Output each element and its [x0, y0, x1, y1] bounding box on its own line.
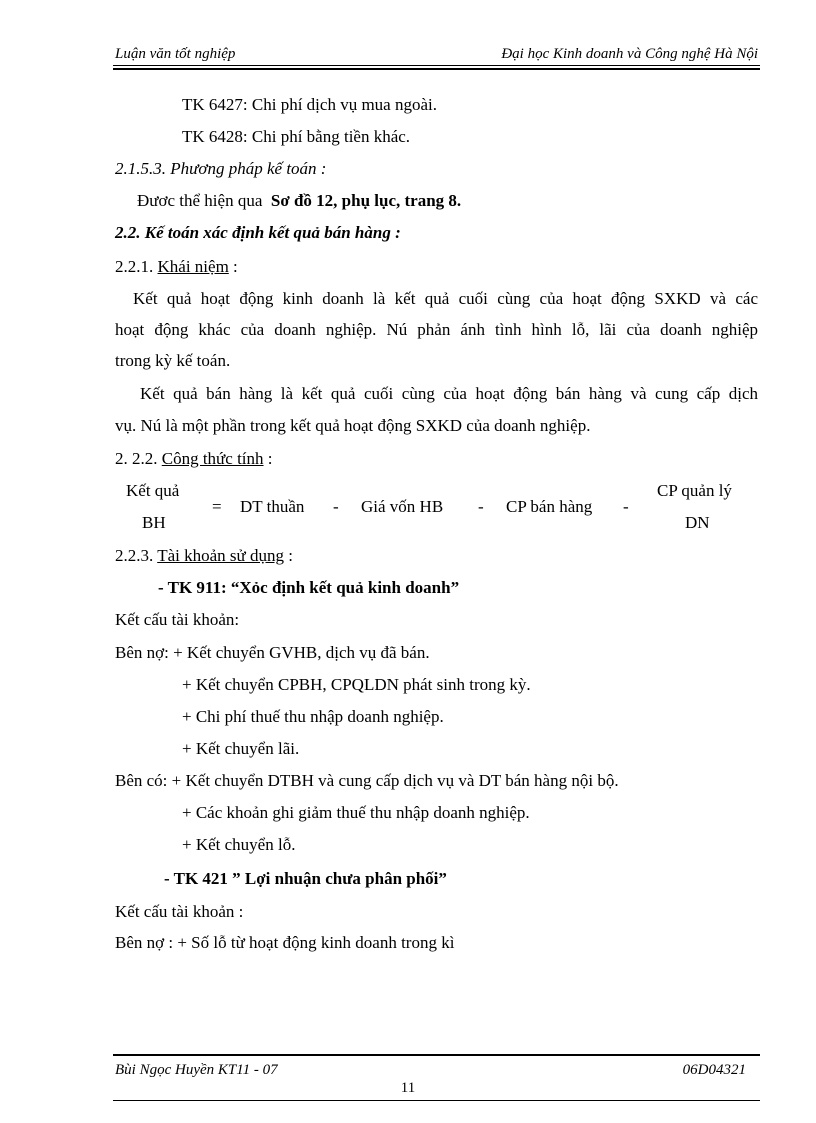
header-left: Luận văn tốt nghiệp: [115, 46, 236, 62]
line-credit-2: + Các khoản ghi giảm thuế thu nhập doanh nghiệp.: [182, 803, 530, 822]
header-rule: [113, 65, 760, 66]
heading-number: 2.2.1.: [115, 257, 158, 276]
line-tk6427: TK 6427: Chi phí dịch vụ mua ngoài.: [182, 95, 437, 114]
line-structure-2: Kết cấu tài khoản :: [115, 902, 244, 921]
heading-title: Công thức tính: [161, 449, 264, 468]
line-structure-1: Kết cấu tài khoản:: [115, 610, 240, 629]
bottom-rule: [113, 1100, 760, 1101]
heading-colon: :: [228, 257, 238, 276]
footer-right: 06D04321: [682, 1062, 746, 1078]
formula-term-1: DT thuần: [240, 497, 305, 516]
formula-term-2: Giá vốn HB: [361, 497, 444, 516]
subsection-heading-223: [115, 546, 293, 566]
reference-bold: Sơ đồ 12, phụ lục, trang 8.: [270, 191, 462, 210]
paragraph-2-line-1: Kết quả bán hàng là kết quả cuối cùng của hoạt động bán hàng và cung cấp dịch: [140, 384, 758, 403]
heading-number: 2.2.3.: [115, 546, 158, 565]
formula-lhs-top: Kết quả: [126, 481, 180, 500]
header-rule-thick: [113, 68, 760, 70]
heading-number: 2. 2.2.: [115, 449, 162, 468]
heading-title: Tài khoản sử dụng: [157, 546, 284, 565]
paragraph-2-line-2: vụ. Nú là một phần trong kết quả hoạt động SXKD của doanh nghiệp.: [115, 416, 591, 435]
line-debit-1: Bên nợ: + Kết chuyển GVHB, dịch vụ đã bán.: [115, 643, 430, 662]
paragraph-1-line-3: trong kỳ kế toán.: [115, 351, 231, 370]
line-debit-4: + Kết chuyển lãi.: [182, 739, 300, 758]
formula-minus-2: -: [478, 497, 484, 516]
line-debit-421: Bên nợ : + Số lỗ từ hoạt động kinh doanh trong kì: [115, 933, 455, 952]
header-right: Đại học Kinh doanh và Công nghệ Hà Nội: [501, 46, 758, 62]
line-credit-1: Bên có: + Kết chuyển DTBH và cung cấp dịch vụ và DT bán hàng nội bộ.: [115, 771, 619, 790]
account-heading-tk421: - TK 421 ” Lợi nhuận chưa phân phối”: [164, 869, 447, 888]
formula-minus-3: -: [623, 497, 629, 516]
formula-term-3: CP bán hàng: [506, 497, 593, 516]
heading-colon: :: [263, 449, 273, 468]
formula-minus-1: -: [333, 497, 339, 516]
line-debit-2: + Kết chuyển CPBH, CPQLDN phát sinh trong kỳ.: [182, 675, 531, 694]
line-reference: [137, 191, 461, 211]
line-debit-3: + Chi phí thuế thu nhập doanh nghiệp.: [182, 707, 444, 726]
paragraph-1-line-1: Kết quả hoạt động kinh doanh là kết quả cuối cùng của hoạt động SXKD và các: [133, 289, 758, 308]
footer-rule: [113, 1054, 760, 1056]
subsection-heading-221: [115, 257, 238, 277]
subsection-heading-2153: 2.1.5.3. Phương pháp kế toán :: [115, 159, 327, 178]
formula-equals: =: [212, 497, 222, 516]
paragraph-1-line-2: hoạt động khác của doanh nghiệp. Nú phản ánh tình hình lỗ, lãi của doanh nghiệp: [115, 320, 758, 339]
reference-text: Đươc thể hiện qua: [137, 191, 263, 210]
formula-term-4-top: CP quản lý: [657, 481, 732, 500]
page-number: 11: [400, 1080, 416, 1096]
heading-title: Khái niệm: [157, 257, 229, 276]
formula-lhs-bottom: BH: [142, 513, 166, 532]
heading-colon: :: [283, 546, 293, 565]
subsection-heading-222: [115, 449, 273, 469]
line-credit-3: + Kết chuyển lỗ.: [182, 835, 296, 854]
line-tk6428: TK 6428: Chi phí bằng tiền khác.: [182, 127, 411, 146]
formula-term-4-bottom: DN: [685, 513, 710, 532]
account-heading-tk911: - TK 911: “Xỏc định kết quả kinh doanh”: [158, 578, 460, 597]
section-heading-22: 2.2. Kế toán xác định kết quả bán hàng :: [115, 223, 401, 242]
footer-left: Bùi Ngọc Huyền KT11 - 07: [115, 1062, 278, 1078]
